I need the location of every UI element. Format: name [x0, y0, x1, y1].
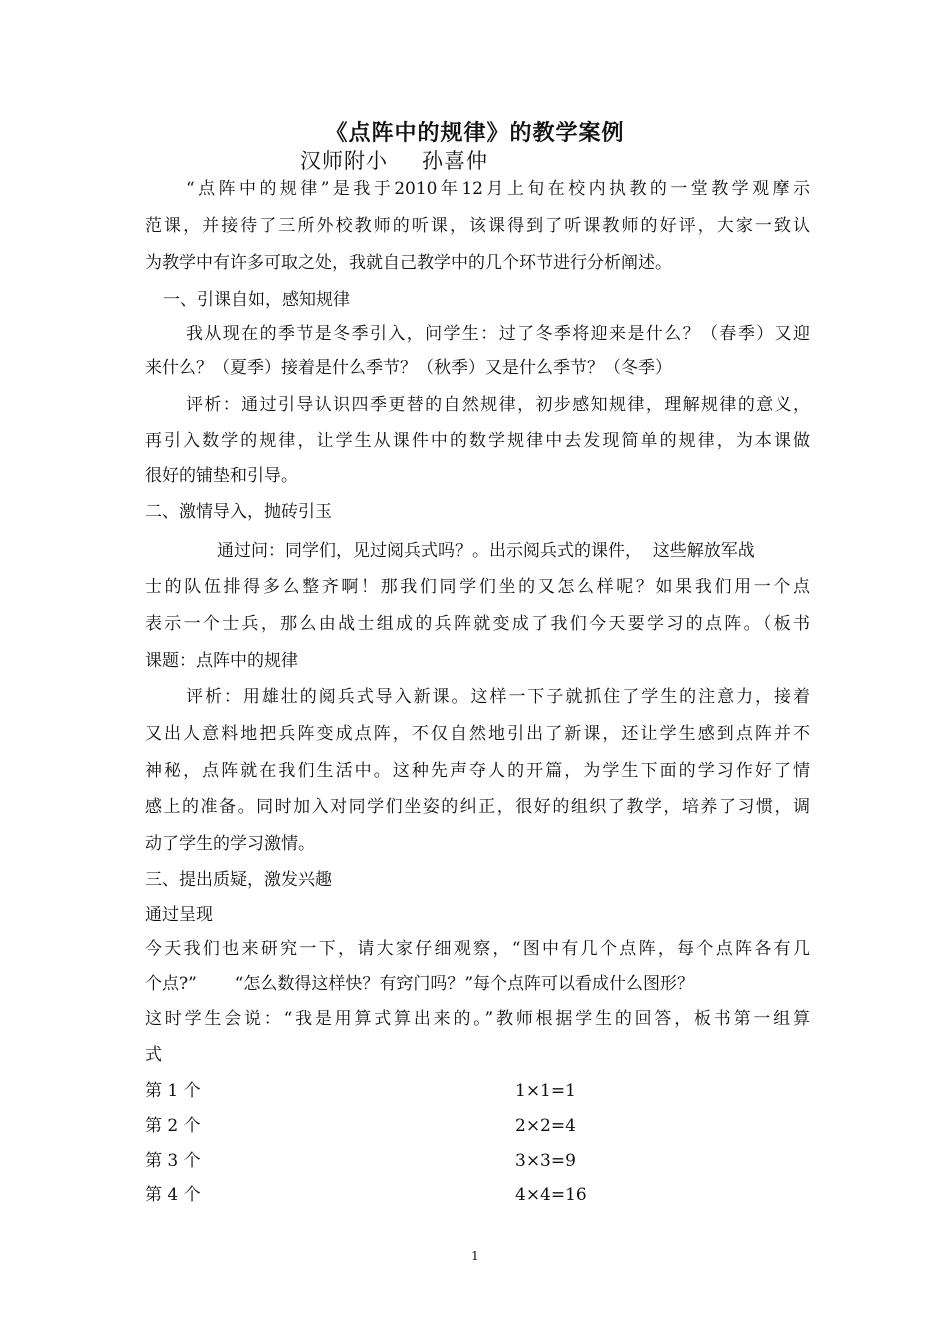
page-number: 1	[471, 1249, 479, 1263]
row-expression: 3×3=9	[515, 1151, 576, 1171]
paragraph-line: 通过问：同学们，见过阅兵式吗？。出示阅兵式的课件， 这些解放军战	[217, 541, 755, 561]
comment-line: 评析：通过引导认识四季更替的自然规律，初步感知规律，理解规律的意义，	[186, 395, 810, 415]
comment-line: 神秘，点阵就在我们生活中。这种先声夺人的开篇，为学生下面的学习作好了情	[145, 761, 810, 781]
intro-line: 为教学中有许多可取之处，我就自己教学中的几个环节进行分析阐述。	[145, 253, 672, 273]
paragraph-line: 通过呈现	[145, 905, 213, 925]
paragraph-line: 这时学生会说：“我是用算式算出来的。”教师根据学生的回答，板书第一组算	[145, 1009, 810, 1029]
author-line	[300, 147, 700, 175]
intro-line: “点阵中的规律”是我于2010年12月上旬在校内执教的一堂教学观摩示	[186, 179, 810, 199]
paragraph-line: 我从现在的季节是冬季引入，问学生：过了冬季将迎来是什么？（春季）又迎	[186, 324, 810, 344]
row-label: 第 1 个	[145, 1081, 201, 1101]
paragraph-line: 个点?” “怎么数得这样快？有窍门吗？”每个点阵可以看成什么图形？	[145, 974, 695, 994]
row-label: 第 2 个	[145, 1116, 201, 1136]
paragraph-line: 今天我们也来研究一下，请大家仔细观察，“图中有几个点阵，每个点阵各有几	[145, 939, 810, 959]
comment-line: 又出人意料地把兵阵变成点阵，不仅自然地引出了新课，还让学生感到点阵并不	[145, 724, 810, 744]
row-expression: 2×2=4	[515, 1116, 576, 1136]
section-heading: 一、引课自如，感知规律	[163, 290, 350, 310]
comment-line: 评析：用雄壮的阅兵式导入新课。这样一下子就抓住了学生的注意力，接着	[186, 687, 810, 707]
row-label: 第 3 个	[145, 1151, 201, 1171]
author-name: 孙喜仲	[422, 149, 488, 173]
comment-line: 再引入数学的规律，让学生从课件中的数学规律中去发现简单的规律，为本课做	[145, 431, 810, 451]
comment-line: 动了学生的学习激情。	[145, 834, 315, 854]
row-label: 第 4 个	[145, 1185, 201, 1205]
paragraph-line: 课题：点阵中的规律	[145, 651, 298, 671]
document-title: 《点阵中的规律》的教学案例	[325, 120, 625, 146]
paragraph-line: 士的队伍排得多么整齐啊！那我们同学们坐的又怎么样呢？如果我们用一个点	[145, 577, 810, 597]
row-expression: 4×4=16	[515, 1185, 587, 1205]
comment-line: 感上的准备。同时加入对同学们坐姿的纠正，很好的组织了教学，培养了习惯，调	[145, 797, 810, 817]
paragraph-line: 式	[145, 1045, 162, 1065]
author-school: 汉师附小	[300, 149, 388, 173]
section-heading: 三、提出质疑，激发兴趣	[145, 870, 332, 890]
comment-line: 很好的铺垫和引导。	[145, 466, 298, 486]
paragraph-line: 来什么？（夏季）接着是什么季节？（秋季）又是什么季节？（冬季）	[145, 358, 672, 378]
row-expression: 1×1=1	[515, 1081, 576, 1101]
intro-line: 范课，并接待了三所外校教师的听课，该课得到了听课教师的好评，大家一致认	[145, 216, 810, 236]
paragraph-line: 表示一个士兵，那么由战士组成的兵阵就变成了我们今天要学习的点阵。（板书	[145, 614, 810, 634]
section-heading: 二、激情导入，抛砖引玉	[145, 502, 332, 522]
